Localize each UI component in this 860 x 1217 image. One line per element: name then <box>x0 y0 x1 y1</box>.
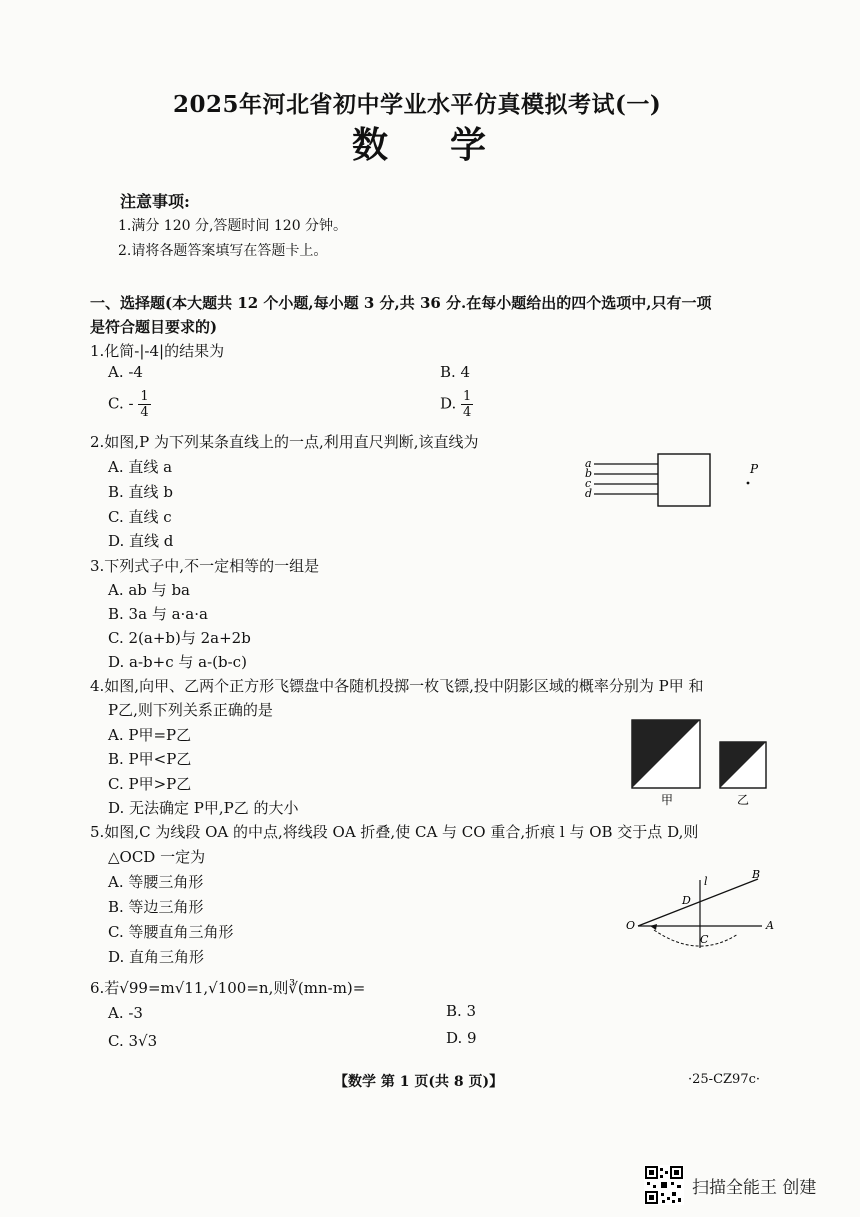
exam-title: 2025年河北省初中学业水平仿真模拟考试(一) <box>173 91 662 118</box>
qr-code-icon <box>644 1165 684 1205</box>
q5-option-d: D. 直角三角形 <box>108 948 205 966</box>
q5-label-o: O <box>626 919 636 932</box>
q1-stem: 1.化简-|-4|的结果为 <box>90 342 225 360</box>
q4-figure <box>628 718 778 810</box>
q5-ray-ob <box>638 879 758 926</box>
q6-option-c: C. 3√3 <box>108 1032 158 1050</box>
q6-stem: 6.若√99=m√11,√100=n,则∛(mn-m)= <box>90 979 366 997</box>
q3-option-b: B. 3a 与 a·a·a <box>108 605 208 623</box>
exam-code: ·25-CZ97c· <box>688 1072 761 1087</box>
q1-option-c-prefix: C. - <box>108 394 134 413</box>
q2-fig-label-b: b <box>585 467 593 480</box>
q3-option-a: A. ab 与 ba <box>108 581 190 599</box>
q3-option-c: C. 2(a+b)与 2a+2b <box>108 629 251 647</box>
q6-option-a: A. -3 <box>108 1004 143 1022</box>
q3-option-d: D. a-b+c 与 a-(b-c) <box>108 653 247 671</box>
q4-stem-line1: 4.如图,向甲、乙两个正方形飞镖盘中各随机投掷一枚飞镖,投中阴影区域的概率分别为 P甲 和 <box>90 677 704 695</box>
q5-label-d: D <box>682 894 691 907</box>
q1-option-d-prefix: D. <box>440 394 457 413</box>
q1-option-c <box>108 389 151 420</box>
q2-option-c: C. 直线 c <box>108 508 172 526</box>
q2-fig-label-a: a <box>585 457 592 470</box>
q1-option-c-fraction: $\frac{1}{4}$ <box>140 389 149 420</box>
q5-stem-line2: △OCD 一定为 <box>108 848 206 866</box>
q5-label-b: B <box>752 868 761 881</box>
q2-fig-label-d: d <box>585 487 593 500</box>
q1-option-d <box>440 389 473 420</box>
q5-option-c: C. 等腰直角三角形 <box>108 923 234 941</box>
q5-stem-line1: 5.如图,C 为线段 OA 的中点,将线段 OA 折叠,使 CA 与 CO 重合,折痕 l 与 OB 交于点 D,则 <box>90 823 699 841</box>
q4-label-yi: 乙 <box>737 793 750 807</box>
q6-option-d: D. 9 <box>446 1029 477 1047</box>
section-heading-line1: 一、选择题(本大题共 12 个小题,每小题 3 分,共 36 分.在每小题给出的四个选项中,只有一项 <box>90 294 712 312</box>
q5-figure <box>620 866 785 958</box>
notes-heading: 注意事项: <box>120 192 190 211</box>
q2-fig-label-p: P <box>750 462 759 476</box>
section-heading-line2: 是符合题目要求的) <box>90 318 218 336</box>
q5-arrow-head <box>650 924 657 930</box>
q5-label-a: A <box>766 919 774 932</box>
scanner-watermark: 扫描全能王 创建 <box>692 1178 817 1198</box>
q6-option-b: B. 3 <box>446 1002 477 1020</box>
q2-option-b: B. 直线 b <box>108 483 173 501</box>
q5-label-l: l <box>704 875 708 888</box>
q2-option-d: D. 直线 d <box>108 532 174 550</box>
q5-option-a: A. 等腰三角形 <box>108 873 204 891</box>
q1-option-d-fraction: $\frac{1}{4}$ <box>463 389 472 420</box>
q2-option-a: A. 直线 a <box>108 458 173 476</box>
q5-fold-arc <box>654 930 738 946</box>
subject-title: 数学 <box>352 124 549 166</box>
q3-stem: 3.下列式子中,不一定相等的一组是 <box>90 557 320 575</box>
q4-stem-line2: P乙,则下列关系正确的是 <box>108 701 273 719</box>
q1-option-b: B. 4 <box>440 363 471 381</box>
q5-option-b: B. 等边三角形 <box>108 898 204 916</box>
q2-figure <box>580 448 770 514</box>
q4-option-b: B. P甲<P乙 <box>108 750 192 768</box>
q4-label-jia: 甲 <box>661 793 674 807</box>
q1-option-a: A. -4 <box>108 363 143 381</box>
page-footer: 【数学 第 1 页(共 8 页)】 <box>334 1074 504 1090</box>
q4-option-a: A. P甲=P乙 <box>108 726 192 744</box>
note-item-1: 1.满分 120 分,答题时间 120 分钟。 <box>118 218 348 234</box>
q5-label-c: C <box>700 933 709 946</box>
q2-fig-label-c: c <box>585 477 592 490</box>
q4-option-d: D. 无法确定 P甲,P乙 的大小 <box>108 799 299 817</box>
q2-stem: 2.如图,P 为下列某条直线上的一点,利用直尺判断,该直线为 <box>90 433 479 451</box>
q2-point-p <box>747 482 750 485</box>
q4-option-c: C. P甲>P乙 <box>108 775 192 793</box>
q2-ruler-box <box>658 454 710 506</box>
note-item-2: 2.请将各题答案填写在答题卡上。 <box>118 243 328 259</box>
